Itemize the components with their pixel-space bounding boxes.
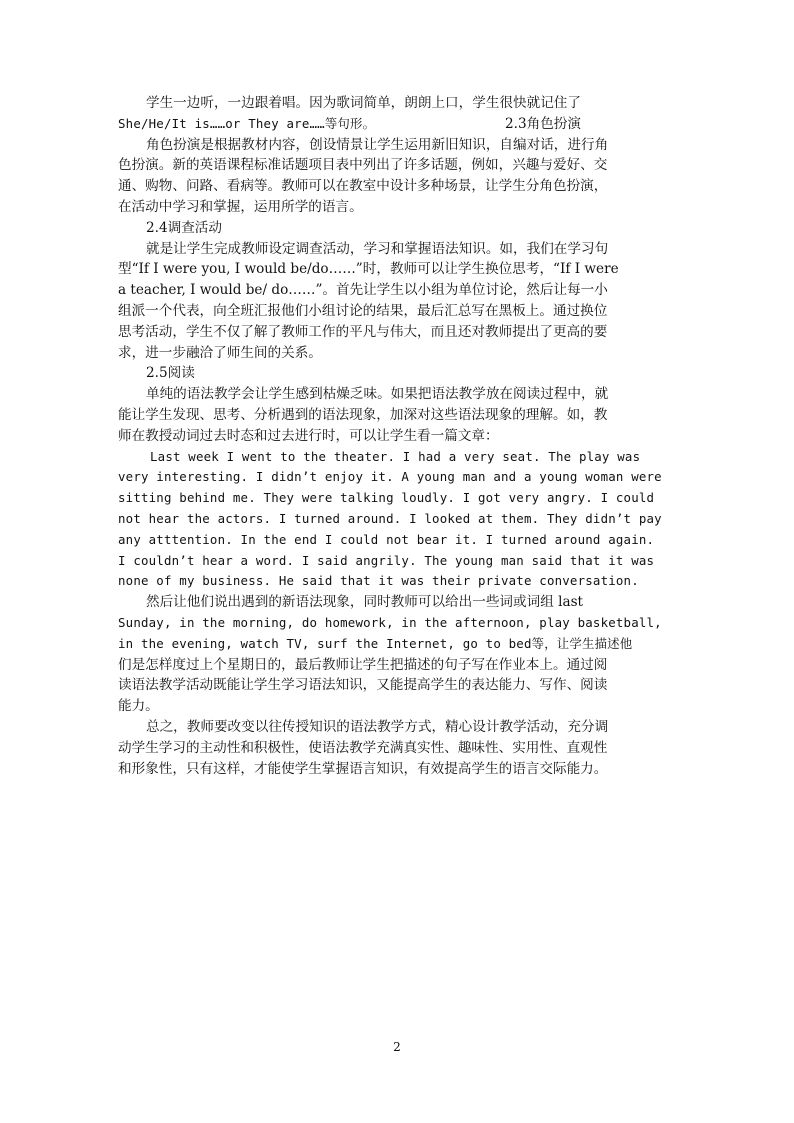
paragraph-line: 能力。 xyxy=(118,698,159,715)
paragraph-line xyxy=(118,114,698,135)
paragraph-line: 单纯的语法教学会让学生感到枯燥乏味。如果把语法教学放在阅读过程中，就 xyxy=(146,386,609,403)
paragraph-line: 然后让他们说出遇到的新语法现象，同时教师可以给出一些词或词组 last xyxy=(146,594,584,611)
reading-passage-line: very interesting. I didn’t enjoy it. A young man and a young woman were xyxy=(118,469,662,485)
paragraph-line: 和形象性，只有这样，才能使学生掌握语言知识，有效提高学生的语言交际能力。 xyxy=(118,760,608,777)
section-heading-role-play: 2.3角色扮演 xyxy=(505,115,581,132)
reading-passage-line: any atttention. In the end I could not bear it. I turned around again. xyxy=(118,531,655,547)
paragraph-line: 思考活动，学生不仅了解了教师工作的平凡与伟大，而且还对教师提出了更高的要 xyxy=(118,323,608,340)
paragraph-text: She/He/It is……or They are……等句形。 xyxy=(118,115,376,131)
reading-passage-line: none of my business. He said that it was their private conversation. xyxy=(118,573,639,589)
paragraph-line: 通、购物、问路、看病等。教师可以在教室中设计多种场景，让学生分角色扮演， xyxy=(118,178,608,195)
paragraph-line: 能让学生发现、思考、分析遇到的语法现象，加深对这些语法现象的理解。如，教 xyxy=(118,406,608,423)
paragraph-line: 们是怎样度过上个星期日的，最后教师让学生把描述的句子写在作业本上。通过阅 xyxy=(118,656,608,673)
paragraph-line: 动学生学习的主动性和积极性，使语法教学充满真实性、趣味性、实用性、直观性 xyxy=(118,739,608,756)
reading-passage-line: I couldn’t hear a word. I said angrily. The young man said that it was xyxy=(118,552,655,568)
paragraph-line: a teacher, I would be/ do……”。首先让学生以小组为单位讨论，然后让每一小 xyxy=(118,282,608,299)
paragraph-line: 师在教授动词过去时态和过去进行时，可以让学生看一篇文章： xyxy=(118,427,499,444)
paragraph-line: 色扮演。新的英语课程标准话题项目表中列出了许多话题，例如，兴趣与爱好、交 xyxy=(118,157,608,174)
reading-passage-line: Last week I went to the theater. I had a very seat. The play was xyxy=(150,448,641,464)
section-heading-survey: 2.4调查活动 xyxy=(146,219,222,236)
paragraph-line: 学生一边听，一边跟着唱。因为歌词简单，朗朗上口，学生很快就记住了 xyxy=(146,95,581,111)
paragraph-line: 组派一个代表，向全班汇报他们小组讨论的结果，最后汇总写在黑板上。通过换位 xyxy=(118,302,608,319)
paragraph-line: 总之，教师要改变以往传授知识的语法教学方式，精心设计教学活动，充分调 xyxy=(146,718,609,735)
page-number: 2 xyxy=(393,1040,401,1054)
section-heading-reading: 2.5阅读 xyxy=(146,365,195,382)
paragraph-line: in the evening, watch TV, surf the Internet, go to bed等，让学生描述他 xyxy=(118,635,633,651)
paragraph-line: 角色扮演是根据教材内容，创设情景让学生运用新旧知识，自编对话，进行角 xyxy=(146,136,609,153)
paragraph-line: 在活动中学习和掌握，运用所学的语言。 xyxy=(118,198,363,215)
reading-passage-line: not hear the actors. I turned around. I looked at them. They didn’t pay xyxy=(118,510,662,526)
paragraph-line: 求，进一步融洽了师生间的关系。 xyxy=(118,344,322,361)
paragraph-line: 型“If I were you, I would be/do……”时，教师可以让学生换位思考，“If I were xyxy=(118,261,619,278)
document-body xyxy=(118,93,698,779)
paragraph-line: 就是让学生完成教师设定调查活动，学习和掌握语法知识。如，我们在学习句 xyxy=(146,240,609,257)
paragraph-line: Sunday, in the morning, do homework, in the afternoon, play basketball, xyxy=(118,614,662,630)
paragraph-line: 读语法教学活动既能让学生学习语法知识，又能提高学生的表达能力、写作、阅读 xyxy=(118,677,608,694)
reading-passage-line: sitting behind me. They were talking loudly. I got very angry. I could xyxy=(118,490,655,506)
